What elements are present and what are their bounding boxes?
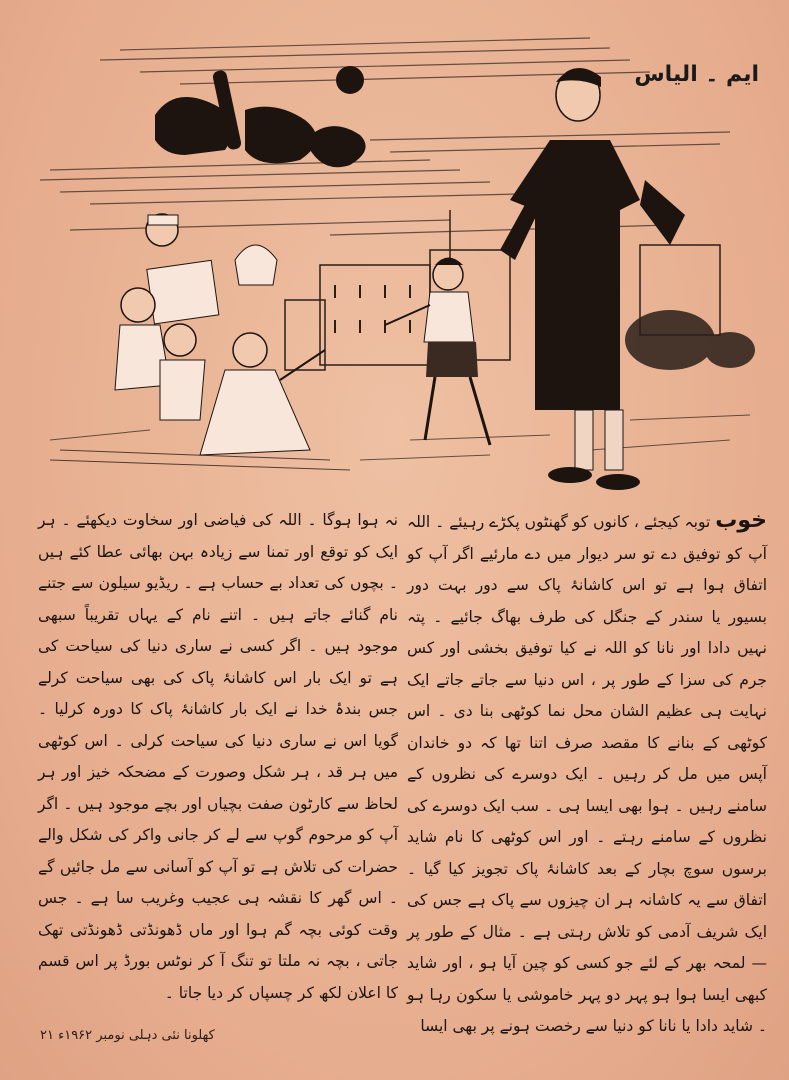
right-column-text: توبہ کیجئے ، کانوں کو گھنٹوں پکڑے رہیئے ۔ اللہ آپ کو توفیق دے تو سر دیوار میں دے مارئیے اگر آپ کو اتفاق ہوا ہے تو اس کاشانۂ پاک سے دور بہت دور بسیور یا سندر کے جنگل کی طرف بھاگ جائیے ۔ پتہ نہیں دادا اور نانا کو اللہ نے کیا توفیق بخشی اور کس جرم کی سزا کے طور پر ، اس دنیا سے جاتے جاتے ایک نہایت ہی عظیم الشان محل نما کوٹھی بنا دی ۔ اس کوٹھی کے بنانے کا مقصد صرف اتنا تھا کہ دو خاندان آپس میں مل کر رہیں ۔ ایک دوسرے کی نظروں کے سامنے رہیں ۔ ہوا بھی ایسا ہی ۔ سب ایک دوسرے کی نظروں کے سامنے رہتے ۔ اور اس کوٹھی کا نام شاید برسوں سوچ بچار کے بعد کاشانۂ پاک تجویز کیا گیا ۔ اتفاق سے یہ کاشانہ ہر ان چیزوں سے پاک ہے جس کی ایک شریف آدمی کو تلاش رہتی ہے ۔ مثال کے طور پر — لمحہ بھر کے لئے جو کسی کو چین آیا ہو ، اور شاید کبھی ایسا ہوا ہو پہر دو پہر خاموشی یا سکون رہا ہو ۔ شاید دادا یا نانا کو دنیا سے رخصت ہونے پر بھی ایسا — [407, 513, 767, 1035]
author-byline: ایم ۔ الیاس — [634, 62, 759, 87]
children-group — [50, 214, 350, 470]
article-column-left — [38, 505, 398, 1005]
boy-figure — [385, 258, 490, 446]
article-column-right — [407, 505, 767, 1035]
title-lettering — [155, 66, 366, 167]
shrubs — [625, 310, 755, 370]
page-footer: کھلونا نئی دہلی نومبر ۱۹۶۲ء ۲۱ — [40, 1028, 215, 1043]
man-figure — [500, 68, 685, 490]
story-illustration — [30, 20, 760, 510]
article-paragraph-left: نہ ہوا ہوگا ۔ اللہ کی فیاضی اور سخاوت دیکھئے ۔ ہر ایک کو توقع اور تمنا سے زیادہ بہن بھائی عطا کئے ہیں ۔ بچوں کی تعداد بے حساب ہے ۔ ریڈیو سیلون سے جتنے نام گنائے جاتے ہیں ۔ اتنے نام کے یہاں تقریباً سبھی موجود ہیں ۔ اگر کسی نے ساری دنیا کی سیاحت کی ہے تو ایک بار اس کاشانۂ پاک کی بھی سیاحت کرلے جس بندۂ خدا نے ایک بار کاشانۂ پاک کا دورہ کرلیا ۔ گویا اس نے ساری دنیا کی سیاحت کرلی ۔ اس کوٹھی میں ہر قد ، ہر شکل وصورت کے مضحکہ خیز اور ہر لحاظ سے کارٹون صفت بچیاں اور بچے موجود ہیں ۔ اگر آپ کو مرحوم گوپ سے لے کر جانی واکر کی شکل والے حضرات کی تلاش ہے تو آپ کو آسانی سے مل جائیں گے ۔ اس گھر کا نقشہ ہی عجیب وغریب سا ہے ۔ جس وقت کوئی بچہ گم ہوا اور ماں ڈھونڈتی ڈھونڈتی تھک جاتی ، بچہ نہ ملتا تو تنگ آ کر نوٹس بورڈ پر اس قسم کا اعلان لکھ کر چسپاں کر دیا جاتا ۔ — [38, 511, 398, 1002]
article-paragraph-right — [407, 505, 767, 1043]
lead-word: خوب — [715, 508, 767, 533]
